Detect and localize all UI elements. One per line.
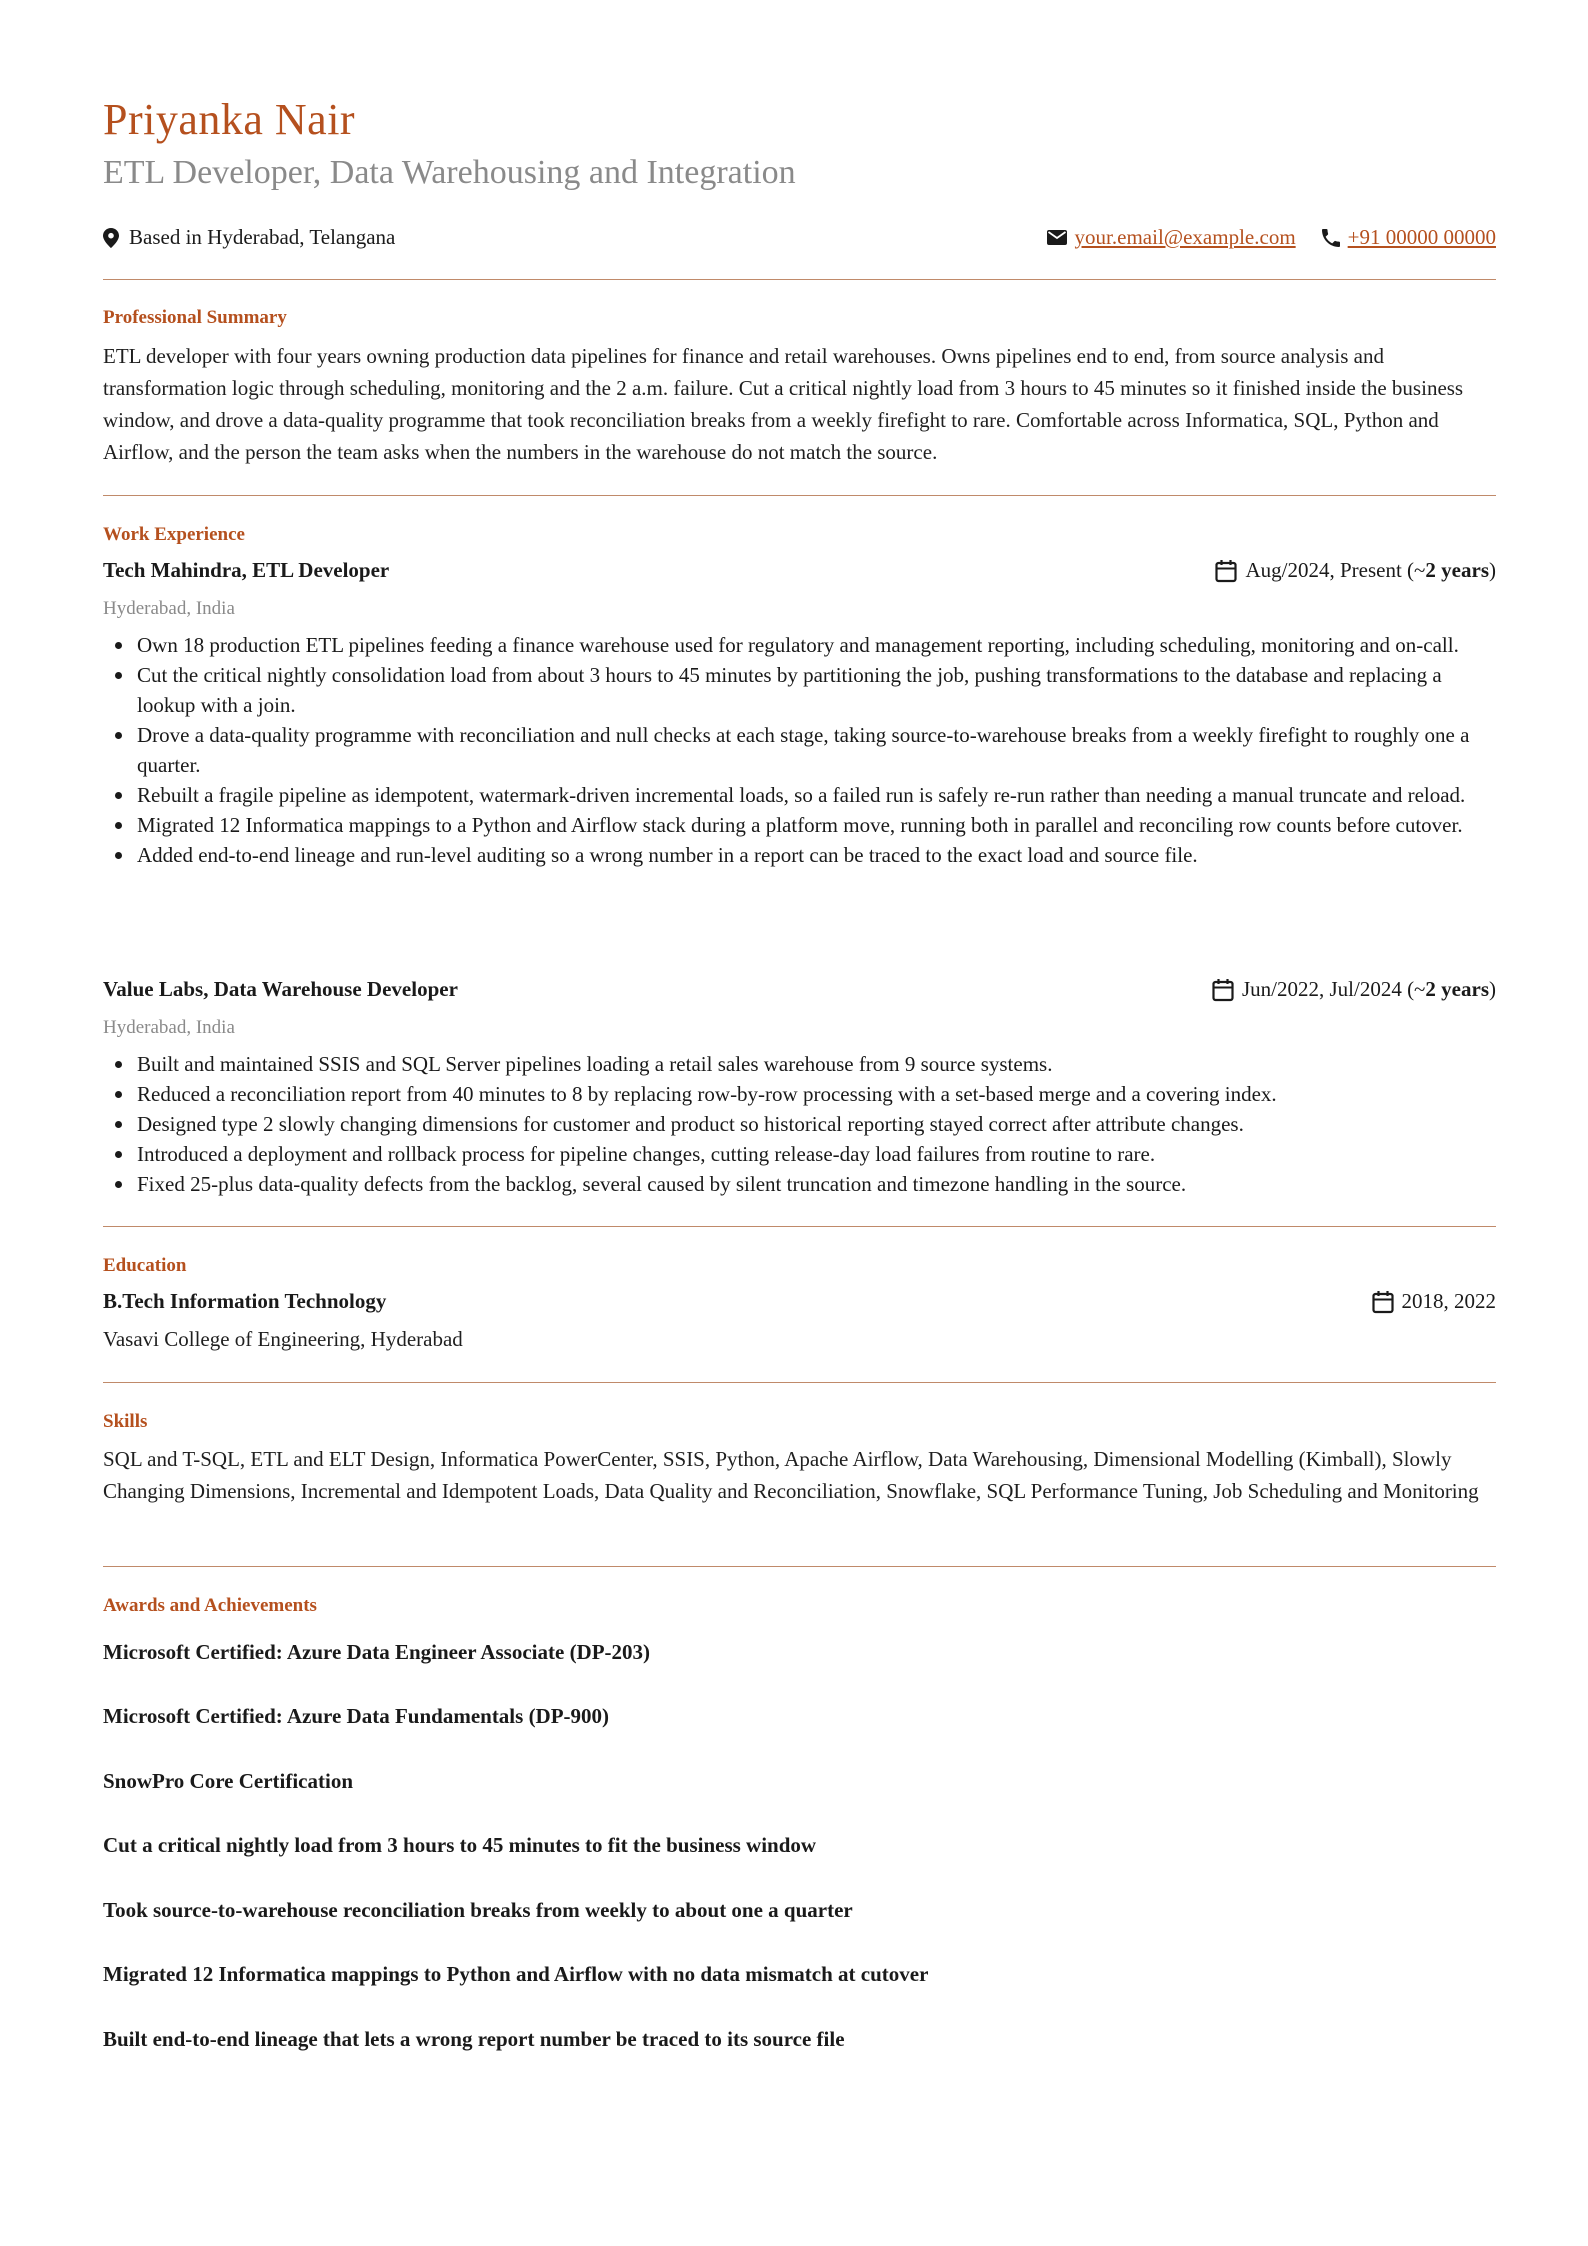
job-location: Hyderabad, India: [103, 598, 235, 619]
list-item: Built and maintained SSIS and SQL Server pipelines loading a retail sales warehouse from 9 source systems.: [137, 1049, 1496, 1079]
list-item: Migrated 12 Informatica mappings to a Python and Airflow stack during a platform move, running both in parallel and reconciling row counts before cutover.: [137, 810, 1496, 840]
calendar-icon: [1212, 978, 1234, 1002]
candidate-title: ETL Developer, Data Warehousing and Integration: [103, 154, 796, 191]
job-dates: Aug/2024, Present (~ 2 years ): [1215, 558, 1496, 583]
award-item: Cut a critical nightly load from 3 hours to 45 minutes to fit the business window: [103, 1833, 817, 1857]
job-header: [103, 558, 1496, 588]
list-item: Added end-to-end lineage and run-level auditing so a wrong number in a report can be traced to the exact load and source file.: [137, 840, 1496, 870]
job-role: Data Warehouse Developer: [213, 977, 458, 1001]
summary-text: ETL developer with four years owning production data pipelines for finance and retail warehouses. Owns pipelines end to end, from source analysis and transformation logic through scheduling, monitoring and the 2 a.m. failure. Cut a critical nightly load from 3 hours to 45 minutes so it finished inside the business window, and drove a data-quality programme that took reconciliation breaks from a weekly firefight to rare. Comfortable across Informatica, SQL, Python and Airflow, and the person the team asks when the numbers in the warehouse do not match the source.: [103, 344, 1464, 464]
job-header: [103, 977, 1496, 1007]
divider: [103, 279, 1496, 280]
school-name: Vasavi College of Engineering, Hyderabad: [103, 1327, 463, 1351]
candidate-name: Priyanka Nair: [103, 95, 356, 144]
degree: B.Tech Information Technology: [103, 1289, 387, 1313]
location-text: Based in Hyderabad, Telangana: [129, 225, 396, 249]
contact-links: [1047, 225, 1496, 250]
map-pin-icon: [103, 228, 119, 248]
company-name: Tech Mahindra: [103, 558, 242, 582]
phone-link[interactable]: +91 00000 00000: [1347, 225, 1496, 249]
award-item: SnowPro Core Certification: [103, 1769, 354, 1793]
email-link[interactable]: your.email@example.com: [1074, 225, 1296, 249]
divider: [103, 495, 1496, 496]
list-item: Own 18 production ETL pipelines feeding a finance warehouse used for regulatory and management reporting, including scheduling, monitoring and on-call.: [137, 630, 1496, 660]
award-item: Microsoft Certified: Azure Data Fundamentals (DP-900): [103, 1704, 610, 1728]
job-title: Value Labs, Data Warehouse Developer: [103, 977, 458, 1001]
contact-row: [103, 225, 1496, 255]
duration: 2 years: [1425, 977, 1489, 1001]
location: [103, 225, 395, 250]
divider: [103, 1226, 1496, 1227]
skills-heading: Skills: [103, 1411, 148, 1432]
education-header: [103, 1289, 1496, 1319]
award-item: Microsoft Certified: Azure Data Engineer Associate (DP-203): [103, 1640, 651, 1664]
education-heading: Education: [103, 1255, 187, 1276]
company-name: Value Labs: [103, 977, 204, 1001]
list-item: Rebuilt a fragile pipeline as idempotent, watermark-driven incremental loads, so a failed run is safely re-run rather than needing a manual truncate and reload.: [137, 780, 1496, 810]
job-bullets: [103, 630, 1496, 870]
list-item: Designed type 2 slowly changing dimensions for customer and product so historical reporting stayed correct after attribute changes.: [137, 1109, 1496, 1139]
award-item: Migrated 12 Informatica mappings to Python and Airflow with no data mismatch at cutover: [103, 1962, 929, 1986]
job-dates: Jun/2022, Jul/2024 (~ 2 years ): [1212, 977, 1496, 1002]
mail-icon: [1047, 230, 1067, 245]
award-item: Built end-to-end lineage that lets a wrong report number be traced to its source file: [103, 2027, 845, 2051]
divider: [103, 1566, 1496, 1567]
education-dates: [1372, 1289, 1497, 1314]
list-item: Fixed 25-plus data-quality defects from the backlog, several caused by silent truncation and timezone handling in the source.: [137, 1169, 1496, 1199]
award-item: Took source-to-warehouse reconciliation breaks from weekly to about one a quarter: [103, 1898, 853, 1922]
divider: [103, 1382, 1496, 1383]
date-range: Aug/2024, Present (~: [1245, 558, 1426, 582]
calendar-icon: [1215, 559, 1237, 583]
date-range: 2018, 2022: [1401, 1289, 1496, 1313]
phone-icon: [1322, 229, 1340, 247]
awards-heading: Awards and Achievements: [103, 1595, 317, 1616]
summary-heading: Professional Summary: [103, 307, 287, 328]
experience-heading: Work Experience: [103, 524, 245, 545]
calendar-icon: [1372, 1290, 1394, 1314]
job-bullets: [103, 1049, 1496, 1199]
job-role: ETL Developer: [252, 558, 390, 582]
duration: 2 years: [1425, 558, 1489, 582]
list-item: Cut the critical nightly consolidation load from about 3 hours to 45 minutes by partitioning the job, pushing transformations to the database and replacing a lookup with a join.: [137, 660, 1496, 720]
list-item: Introduced a deployment and rollback process for pipeline changes, cutting release-day load failures from routine to rare.: [137, 1139, 1496, 1169]
list-item: Reduced a reconciliation report from 40 minutes to 8 by replacing row-by-row processing with a set-based merge and a covering index.: [137, 1079, 1496, 1109]
list-item: Drove a data-quality programme with reconciliation and null checks at each stage, taking source-to-warehouse breaks from a weekly firefight to roughly one a quarter.: [137, 720, 1496, 780]
job-title: Tech Mahindra, ETL Developer: [103, 558, 390, 582]
skills-text: SQL and T-SQL, ETL and ELT Design, Informatica PowerCenter, SSIS, Python, Apache Airflow, Data Warehousing, Dimensional Modelling (Kimball), Slowly Changing Dimensions, Incremental and Idempotent Loads, Data Quality and Reconciliation, Snowflake, SQL Performance Tuning, Job Scheduling and Monitoring: [103, 1447, 1479, 1503]
job-location: Hyderabad, India: [103, 1017, 235, 1038]
date-range: Jun/2022, Jul/2024 (~: [1241, 977, 1426, 1001]
